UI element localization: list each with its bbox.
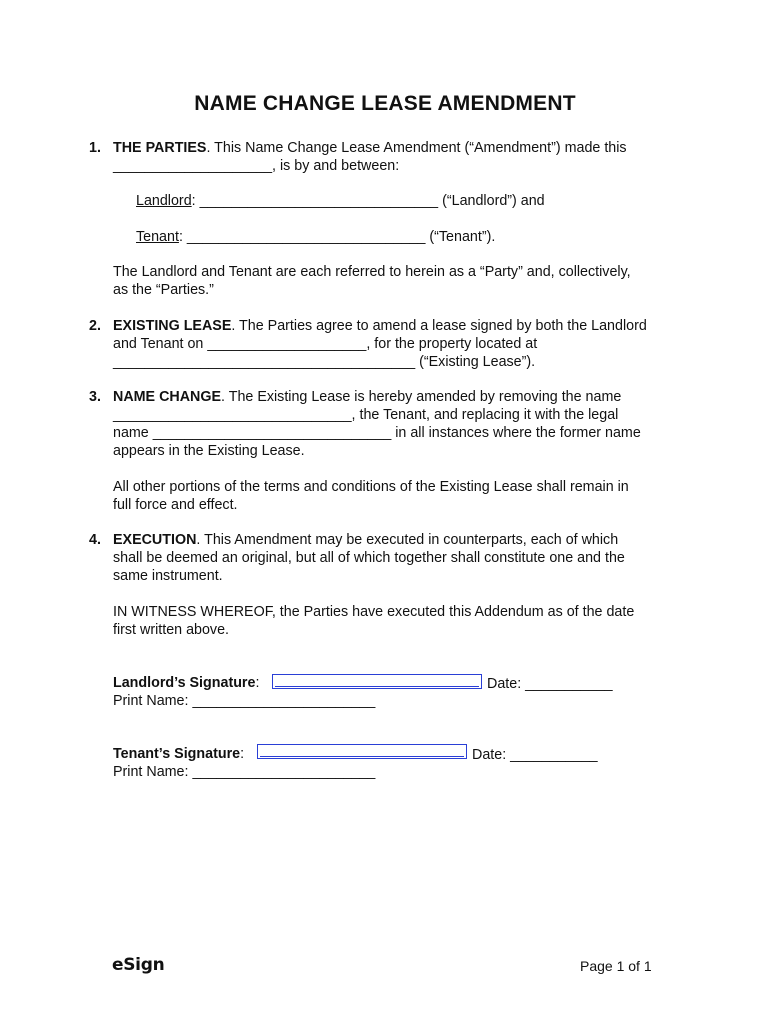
- section-3-line-1-text: . The Existing Lease is hereby amended by removing the name: [221, 389, 622, 405]
- section-1-line-2: ____________________, is by and between:: [113, 158, 400, 174]
- tenant-line: [136, 228, 495, 246]
- landlord-label: Landlord: [136, 193, 192, 209]
- section-2-line-1: [113, 317, 647, 335]
- section-3-line-2: ______________________________, the Tenant, and replacing it with the legal: [113, 407, 619, 423]
- section-2-line-1-text: . The Parties agree to amend a lease signed by both the Landlord: [231, 318, 647, 334]
- section-2-line-2: and Tenant on ____________________, for the property located at: [113, 336, 538, 352]
- section-2-number: 2.: [89, 318, 101, 334]
- parties-paragraph-line-2: as the “Parties.”: [113, 282, 214, 298]
- section-3-line-3: name ______________________________ in all instances where the former name: [113, 425, 641, 441]
- section-4-line-2: shall be deemed an original, but all of which together shall constitute one and the: [113, 550, 625, 566]
- section-4-line-1-text: . This Amendment may be executed in counterparts, each of which: [196, 532, 619, 548]
- tenant-label: Tenant: [136, 229, 179, 245]
- section-4-line-1: [113, 531, 618, 549]
- tenant-print-name: Print Name: _______________________: [113, 764, 376, 780]
- section-2-line-3: ______________________________________ (“Existing Lease”).: [113, 354, 536, 370]
- remain-paragraph-line-1: All other portions of the terms and conditions of the Existing Lease shall remain in: [113, 479, 629, 495]
- section-3-line-4: appears in the Existing Lease.: [113, 443, 305, 459]
- tenant-signature-label: Tenant’s Signature:: [113, 746, 245, 762]
- section-3-number: 3.: [89, 389, 101, 405]
- remain-paragraph-line-2: full force and effect.: [113, 497, 238, 513]
- landlord-line: [136, 192, 545, 210]
- section-4-number: 4.: [89, 532, 101, 548]
- section-1-line-1-text: . This Name Change Lease Amendment (“Amendment”) made this: [206, 140, 627, 156]
- landlord-print-name: Print Name: _______________________: [113, 693, 376, 709]
- tenant-signature-field[interactable]: [257, 744, 467, 759]
- section-1-heading: THE PARTIES: [113, 140, 207, 156]
- witness-line-1: IN WITNESS WHEREOF, the Parties have executed this Addendum as of the date: [113, 604, 635, 620]
- page-number: Page 1 of 1: [580, 958, 652, 974]
- section-4-heading: EXECUTION: [113, 532, 197, 548]
- landlord-signature-label: Landlord’s Signature:: [113, 675, 260, 691]
- section-1-line-1: [113, 139, 627, 157]
- section-2-heading: EXISTING LEASE: [113, 318, 232, 334]
- section-3-heading: NAME CHANGE: [113, 389, 222, 405]
- landlord-line-text: : ______________________________ (“Landlord”) and: [191, 193, 545, 209]
- document-title: NAME CHANGE LEASE AMENDMENT: [194, 92, 576, 115]
- section-1-number: 1.: [89, 140, 101, 156]
- section-3-line-1: [113, 388, 621, 406]
- landlord-signature-field[interactable]: [272, 674, 482, 689]
- landlord-date: Date: ___________: [487, 676, 613, 692]
- witness-line-2: first written above.: [113, 622, 230, 638]
- section-4-line-3: same instrument.: [113, 568, 223, 584]
- tenant-date: Date: ___________: [472, 747, 598, 763]
- tenant-line-text: : ______________________________ (“Tenant”).: [178, 229, 496, 245]
- parties-paragraph-line-1: The Landlord and Tenant are each referred to herein as a “Party” and, collectively,: [113, 264, 631, 280]
- esign-logo: eSign: [112, 955, 165, 975]
